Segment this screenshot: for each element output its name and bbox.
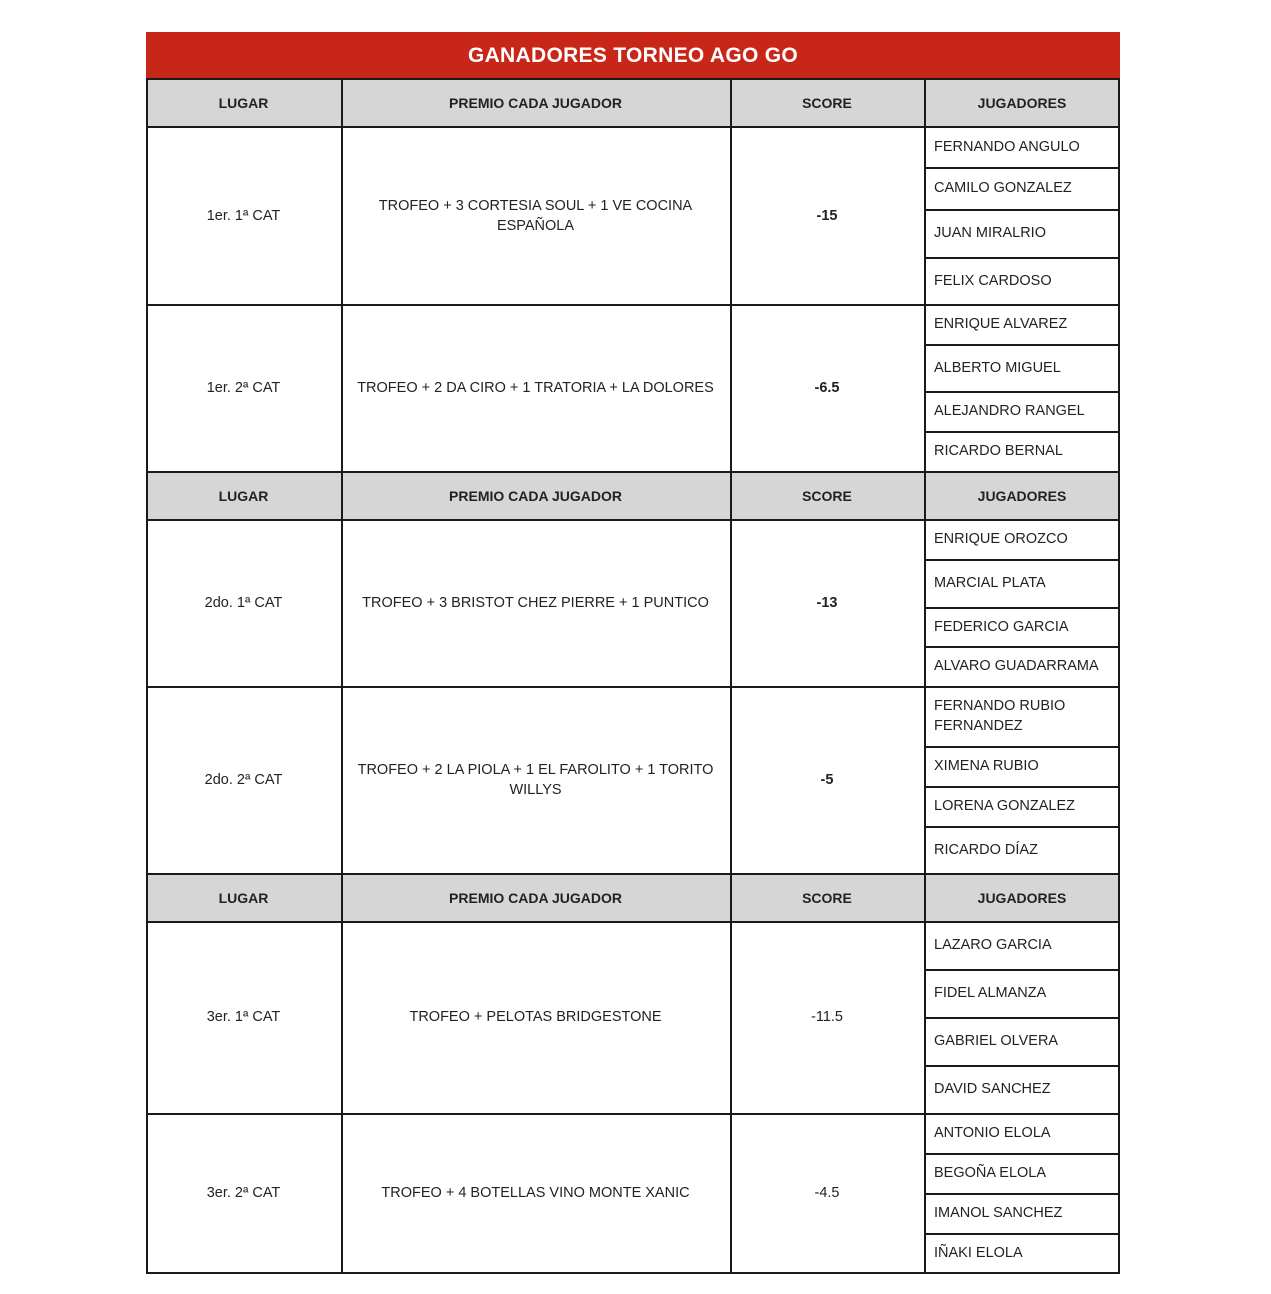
player-name: ALBERTO MIGUEL <box>934 359 1061 376</box>
player-name: FELIX CARDOSO <box>934 272 1052 289</box>
header-premio: PREMIO CADA JUGADOR <box>449 94 622 111</box>
header-lugar: LUGAR <box>218 487 269 504</box>
header-score: SCORE <box>802 487 852 504</box>
sheet-title: GANADORES TORNEO AGO GO <box>146 32 1120 79</box>
player-row-border <box>924 1017 1120 1019</box>
player-name: GABRIEL OLVERA <box>934 1033 1059 1049</box>
player-name: FERNANDO RUBIO FERNANDEZ <box>934 698 1066 734</box>
place-cell: 1er. 1ª CAT <box>206 207 281 224</box>
player-row-border <box>924 344 1120 346</box>
player-name: JUAN MIRALRIO <box>934 225 1046 241</box>
player-name: IMANOL SANCHEZ <box>934 1205 1063 1221</box>
player-name: IÑAKI ELOLA <box>934 1244 1023 1261</box>
player-name: ENRIQUE OROZCO <box>934 531 1068 547</box>
row-border <box>146 873 1120 875</box>
header-lugar: LUGAR <box>218 94 269 111</box>
player-row-border <box>924 1233 1120 1235</box>
player-name: ENRIQUE ALVAREZ <box>934 316 1068 332</box>
score-cell: -13 <box>816 594 838 611</box>
header-score: SCORE <box>802 94 852 111</box>
header-score: SCORE <box>802 889 852 906</box>
row-border <box>146 78 1120 80</box>
player-name: LORENA GONZALEZ <box>934 798 1076 814</box>
header-jugadores: JUGADORES <box>977 487 1067 504</box>
player-name: RICARDO DÍAZ <box>934 841 1038 858</box>
player-name: FERNANDO ANGULO <box>934 139 1080 155</box>
player-row-border <box>924 826 1120 828</box>
player-name: CAMILO GONZALEZ <box>934 180 1072 196</box>
score-cell: -15 <box>816 207 838 224</box>
prize-cell: TROFEO + PELOTAS BRIDGESTONE <box>409 1009 662 1025</box>
player-row-border <box>924 1153 1120 1155</box>
prize-cell: TROFEO + 3 CORTESIA SOUL + 1 VE COCINA ESPAÑOLA <box>378 197 693 234</box>
row-border <box>146 1272 1120 1274</box>
player-name: FIDEL ALMANZA <box>934 985 1047 1001</box>
player-row-border <box>924 431 1120 433</box>
player-row-border <box>924 1065 1120 1067</box>
player-row-border <box>924 746 1120 748</box>
column-border <box>146 78 148 1274</box>
player-name: FEDERICO GARCIA <box>934 618 1069 635</box>
player-row-border <box>924 559 1120 561</box>
player-row-border <box>924 646 1120 648</box>
row-border <box>146 471 1120 473</box>
player-row-border <box>924 969 1120 971</box>
place-cell: 3er. 1ª CAT <box>206 1009 281 1025</box>
prize-cell: TROFEO + 2 LA PIOLA + 1 EL FAROLITO + 1 TORITO WILLYS <box>357 761 714 798</box>
column-border <box>730 78 732 1274</box>
player-row-border <box>924 167 1120 169</box>
column-border <box>341 78 343 1274</box>
prize-cell: TROFEO + 3 BRISTOT CHEZ PIERRE + 1 PUNTICO <box>362 594 709 611</box>
player-name: LAZARO GARCIA <box>934 937 1052 953</box>
player-name: ALVARO GUADARRAMA <box>934 658 1099 674</box>
score-cell: -11.5 <box>811 1009 843 1025</box>
player-name: ALEJANDRO RANGEL <box>934 403 1085 419</box>
header-premio: PREMIO CADA JUGADOR <box>449 487 622 504</box>
header-jugadores: JUGADORES <box>977 94 1067 111</box>
prize-cell: TROFEO + 2 DA CIRO + 1 TRATORIA + LA DOLORES <box>357 379 714 396</box>
header-jugadores: JUGADORES <box>977 889 1067 906</box>
place-cell: 3er. 2ª CAT <box>206 1184 281 1201</box>
player-name: RICARDO BERNAL <box>934 443 1063 459</box>
header-lugar: LUGAR <box>218 889 269 906</box>
player-row-border <box>924 209 1120 211</box>
player-row-border <box>924 607 1120 609</box>
place-cell: 2do. 1ª CAT <box>204 594 283 611</box>
player-name: MARCIAL PLATA <box>934 575 1046 591</box>
place-cell: 1er. 2ª CAT <box>206 379 281 396</box>
player-row-border <box>924 1193 1120 1195</box>
score-cell: -5 <box>820 771 834 788</box>
player-row-border <box>924 257 1120 259</box>
player-name: XIMENA RUBIO <box>934 758 1039 774</box>
player-name: BEGOÑA ELOLA <box>934 1165 1047 1181</box>
score-cell: -4.5 <box>814 1184 840 1201</box>
prize-cell: TROFEO + 4 BOTELLAS VINO MONTE XANIC <box>381 1184 690 1201</box>
score-cell: -6.5 <box>814 379 840 396</box>
header-premio: PREMIO CADA JUGADOR <box>449 889 622 906</box>
player-name: ANTONIO ELOLA <box>934 1125 1051 1141</box>
player-row-border <box>924 391 1120 393</box>
place-cell: 2do. 2ª CAT <box>204 771 283 788</box>
player-row-border <box>924 786 1120 788</box>
player-name: DAVID SANCHEZ <box>934 1081 1051 1097</box>
column-border <box>1118 78 1120 1274</box>
column-border <box>924 78 926 1274</box>
